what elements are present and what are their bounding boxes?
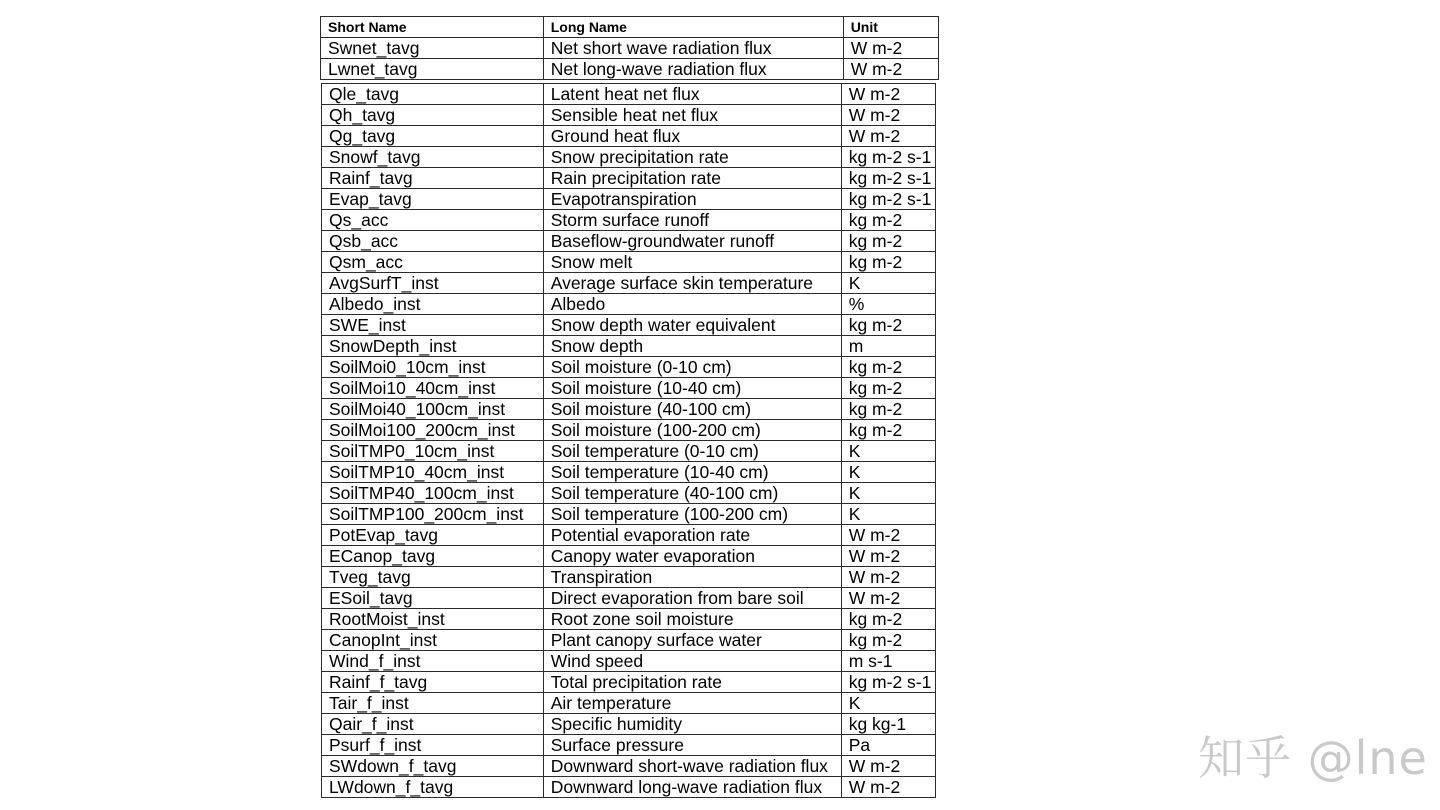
cell-unit: m s-1 <box>841 651 935 672</box>
cell-unit: W m-2 <box>841 126 935 147</box>
cell-long-name: Snow precipitation rate <box>543 147 841 168</box>
table-body <box>322 84 936 798</box>
table-row <box>322 273 936 294</box>
cell-long-name: Soil temperature (0-10 cm) <box>543 441 841 462</box>
cell-unit: kg kg-1 <box>841 714 935 735</box>
cell-long-name: Soil moisture (10-40 cm) <box>543 378 841 399</box>
cell-short-name: SnowDepth_inst <box>322 336 544 357</box>
table-row <box>322 525 936 546</box>
cell-long-name: Snow depth water equivalent <box>543 315 841 336</box>
cell-short-name: SoilMoi100_200cm_inst <box>322 420 544 441</box>
cell-unit: kg m-2 s-1 <box>841 189 935 210</box>
cell-short-name: SWdown_f_tavg <box>322 756 544 777</box>
cell-unit: K <box>841 462 935 483</box>
table-row <box>322 504 936 525</box>
cell-unit: W m-2 <box>841 567 935 588</box>
cell-short-name: CanopInt_inst <box>322 630 544 651</box>
cell-long-name: Net long-wave radiation flux <box>543 59 843 80</box>
table-row <box>322 84 936 105</box>
cell-short-name: SoilTMP0_10cm_inst <box>322 441 544 462</box>
cell-long-name: Downward long-wave radiation flux <box>543 777 841 798</box>
cell-short-name: Qair_f_inst <box>322 714 544 735</box>
cell-unit: W m-2 <box>841 777 935 798</box>
cell-unit: K <box>841 483 935 504</box>
cell-unit: % <box>841 294 935 315</box>
cell-short-name: Qs_acc <box>322 210 544 231</box>
cell-unit: kg m-2 <box>841 420 935 441</box>
cell-short-name: ECanop_tavg <box>322 546 544 567</box>
cell-unit: W m-2 <box>843 59 938 80</box>
cell-unit: W m-2 <box>843 38 938 59</box>
table-row <box>322 546 936 567</box>
cell-unit: W m-2 <box>841 588 935 609</box>
cell-unit: m <box>841 336 935 357</box>
table-row <box>322 630 936 651</box>
cell-long-name: Total precipitation rate <box>543 672 841 693</box>
table-row <box>322 567 936 588</box>
table-row <box>322 231 936 252</box>
table-row <box>322 252 936 273</box>
cell-long-name: Soil moisture (40-100 cm) <box>543 399 841 420</box>
cell-short-name: Evap_tavg <box>322 189 544 210</box>
cell-long-name: Soil temperature (100-200 cm) <box>543 504 841 525</box>
cell-long-name: Rain precipitation rate <box>543 168 841 189</box>
cell-unit: W m-2 <box>841 756 935 777</box>
table-row <box>322 441 936 462</box>
cell-unit: W m-2 <box>841 525 935 546</box>
cell-unit: kg m-2 <box>841 231 935 252</box>
table-row <box>322 315 936 336</box>
cell-long-name: Net short wave radiation flux <box>543 38 843 59</box>
cell-short-name: Rainf_f_tavg <box>322 672 544 693</box>
column-header-unit: Unit <box>843 17 938 38</box>
cell-unit: W m-2 <box>841 546 935 567</box>
cell-short-name: Lwnet_tavg <box>321 59 544 80</box>
cell-short-name: SoilMoi10_40cm_inst <box>322 378 544 399</box>
table-row <box>321 38 939 59</box>
column-header-short-name: Short Name <box>321 17 544 38</box>
table-row <box>322 189 936 210</box>
table-row <box>322 777 936 798</box>
table-row <box>322 210 936 231</box>
table-row <box>322 357 936 378</box>
cell-short-name: Qsb_acc <box>322 231 544 252</box>
cell-long-name: Wind speed <box>543 651 841 672</box>
cell-unit: W m-2 <box>841 84 935 105</box>
cell-long-name: Baseflow-groundwater runoff <box>543 231 841 252</box>
cell-short-name: RootMoist_inst <box>322 609 544 630</box>
cell-unit: W m-2 <box>841 105 935 126</box>
cell-long-name: Soil temperature (10-40 cm) <box>543 462 841 483</box>
cell-short-name: Tair_f_inst <box>322 693 544 714</box>
cell-unit: K <box>841 441 935 462</box>
table-row <box>322 693 936 714</box>
table-row <box>322 126 936 147</box>
cell-short-name: ESoil_tavg <box>322 588 544 609</box>
cell-long-name: Air temperature <box>543 693 841 714</box>
cell-short-name: LWdown_f_tavg <box>322 777 544 798</box>
cell-long-name: Average surface skin temperature <box>543 273 841 294</box>
cell-short-name: PotEvap_tavg <box>322 525 544 546</box>
cell-short-name: SWE_inst <box>322 315 544 336</box>
cell-short-name: Qsm_acc <box>322 252 544 273</box>
cell-unit: K <box>841 504 935 525</box>
cell-unit: K <box>841 273 935 294</box>
cell-long-name: Snow melt <box>543 252 841 273</box>
table-row <box>322 756 936 777</box>
cell-unit: kg m-2 <box>841 252 935 273</box>
cell-short-name: AvgSurfT_inst <box>322 273 544 294</box>
cell-short-name: Rainf_tavg <box>322 168 544 189</box>
table-row <box>322 588 936 609</box>
table-row <box>322 651 936 672</box>
table-row <box>322 399 936 420</box>
table-row <box>322 672 936 693</box>
cell-long-name: Albedo <box>543 294 841 315</box>
table-header-row <box>321 17 939 38</box>
table-row <box>322 336 936 357</box>
cell-long-name: Latent heat net flux <box>543 84 841 105</box>
table-row <box>322 462 936 483</box>
cell-short-name: Wind_f_inst <box>322 651 544 672</box>
cell-unit: kg m-2 <box>841 357 935 378</box>
table-row <box>322 420 936 441</box>
cell-long-name: Canopy water evaporation <box>543 546 841 567</box>
table-row <box>322 714 936 735</box>
cell-short-name: Qg_tavg <box>322 126 544 147</box>
cell-unit: kg m-2 <box>841 378 935 399</box>
cell-unit: kg m-2 <box>841 315 935 336</box>
variable-table <box>321 83 936 798</box>
cell-long-name: Transpiration <box>543 567 841 588</box>
table-row <box>322 378 936 399</box>
cell-short-name: SoilMoi40_100cm_inst <box>322 399 544 420</box>
cell-long-name: Plant canopy surface water <box>543 630 841 651</box>
cell-short-name: SoilTMP100_200cm_inst <box>322 504 544 525</box>
zhihu-watermark: 知乎 @lne <box>1198 731 1428 785</box>
column-header-long-name: Long Name <box>543 17 843 38</box>
table-row <box>322 609 936 630</box>
cell-short-name: Snowf_tavg <box>322 147 544 168</box>
table-row <box>322 105 936 126</box>
cell-unit: kg m-2 s-1 <box>841 672 935 693</box>
table-top-rows <box>321 38 939 80</box>
cell-unit: kg m-2 <box>841 210 935 231</box>
cell-short-name: Qle_tavg <box>322 84 544 105</box>
cell-short-name: Qh_tavg <box>322 105 544 126</box>
variable-table-header-section <box>320 16 939 80</box>
table-row <box>322 147 936 168</box>
cell-unit: Pa <box>841 735 935 756</box>
cell-long-name: Direct evaporation from bare soil <box>543 588 841 609</box>
cell-long-name: Surface pressure <box>543 735 841 756</box>
cell-long-name: Downward short-wave radiation flux <box>543 756 841 777</box>
cell-long-name: Soil temperature (40-100 cm) <box>543 483 841 504</box>
cell-short-name: Albedo_inst <box>322 294 544 315</box>
table-row <box>322 168 936 189</box>
cell-long-name: Specific humidity <box>543 714 841 735</box>
cell-long-name: Storm surface runoff <box>543 210 841 231</box>
cell-long-name: Soil moisture (0-10 cm) <box>543 357 841 378</box>
cell-long-name: Snow depth <box>543 336 841 357</box>
cell-long-name: Potential evaporation rate <box>543 525 841 546</box>
cell-short-name: SoilTMP40_100cm_inst <box>322 483 544 504</box>
cell-unit: kg m-2 s-1 <box>841 147 935 168</box>
table-row <box>322 483 936 504</box>
cell-long-name: Root zone soil moisture <box>543 609 841 630</box>
table-row <box>322 294 936 315</box>
cell-short-name: SoilMoi0_10cm_inst <box>322 357 544 378</box>
cell-unit: kg m-2 <box>841 399 935 420</box>
table-row <box>321 59 939 80</box>
cell-long-name: Sensible heat net flux <box>543 105 841 126</box>
cell-short-name: Swnet_tavg <box>321 38 544 59</box>
cell-long-name: Soil moisture (100-200 cm) <box>543 420 841 441</box>
cell-short-name: Psurf_f_inst <box>322 735 544 756</box>
cell-short-name: Tveg_tavg <box>322 567 544 588</box>
cell-unit: K <box>841 693 935 714</box>
cell-unit: kg m-2 s-1 <box>841 168 935 189</box>
cell-long-name: Ground heat flux <box>543 126 841 147</box>
cell-long-name: Evapotranspiration <box>543 189 841 210</box>
table-row <box>322 735 936 756</box>
cell-unit: kg m-2 <box>841 609 935 630</box>
cell-unit: kg m-2 <box>841 630 935 651</box>
cell-short-name: SoilTMP10_40cm_inst <box>322 462 544 483</box>
